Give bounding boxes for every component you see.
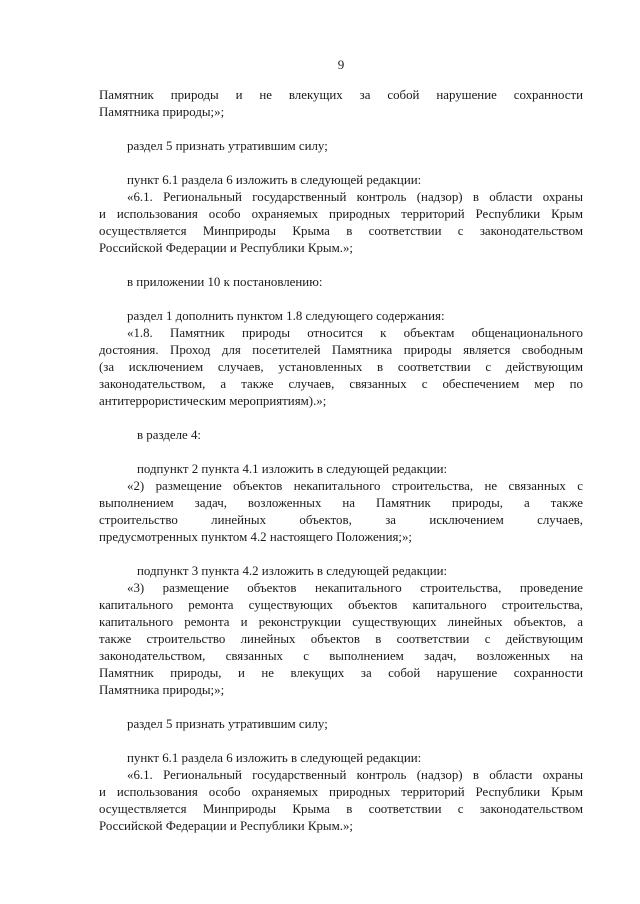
text-line: достояния. Проход для посетителей Памятника природы является свободным <box>99 343 583 357</box>
text-line: раздел 5 признать утратившим силу; <box>127 139 328 153</box>
text-line: «3) размещение объектов некапитального строительства, проведение <box>127 581 583 595</box>
text-line: осуществляется Минприроды Крыма в соответствии с законодательством <box>99 802 583 816</box>
text-line: в разделе 4: <box>137 428 202 442</box>
paragraph-sub-2-text <box>99 478 583 546</box>
paragraph-amend-6-1-intro-second <box>99 750 583 767</box>
text-line: осуществляется Минприроды Крыма в соответствии с законодательством <box>99 224 583 238</box>
text-line: Памятник природы, и не влекущих за собой нарушение сохранности <box>99 666 583 680</box>
paragraph-amend-6-1-text <box>99 189 583 257</box>
text-line: (за исключением случаев, установленных в соответствии с действующим <box>99 360 583 374</box>
paragraph-add-1-8-intro <box>99 308 583 325</box>
text-line: Памятника природы;»; <box>99 683 225 697</box>
text-line: также строительство линейных объектов в соответствии с действующим <box>99 632 583 646</box>
paragraph-sub-2-intro <box>99 461 583 478</box>
text-line: Российской Федерации и Республики Крым.»; <box>99 241 353 255</box>
text-line: раздел 5 признать утратившим силу; <box>127 717 328 731</box>
text-line: законодательством, связанных с выполнением задач, возложенных на <box>99 649 583 663</box>
page-number: 9 <box>337 57 345 72</box>
text-line: Памятника природы;»; <box>99 105 225 119</box>
text-line: в приложении 10 к постановлению: <box>127 275 323 289</box>
text-line: антитеррористическим мероприятиям).»; <box>99 394 327 408</box>
text-line: и использования особо охраняемых природных территорий Республики Крым <box>99 207 583 221</box>
text-line: «1.8. Памятник природы относится к объектам общенационального <box>127 326 583 340</box>
paragraph-appendix-10 <box>99 274 583 291</box>
text-line: Памятник природы и не влекущих за собой нарушение сохранности <box>99 88 583 102</box>
text-line: и использования особо охраняемых природных территорий Республики Крым <box>99 785 583 799</box>
text-line: капитального ремонта существующих объектов капитального строительства, <box>99 598 583 612</box>
paragraph-continuation <box>99 87 583 121</box>
paragraph-section-4 <box>99 427 583 444</box>
text-line: строительство линейных объектов, за исключением случаев, <box>99 513 583 527</box>
text-line: раздел 1 дополнить пунктом 1.8 следующего содержания: <box>127 309 445 323</box>
paragraph-amend-6-1-intro <box>99 172 583 189</box>
document-body <box>99 87 583 835</box>
text-line: Российской Федерации и Республики Крым.»; <box>99 819 353 833</box>
paragraph-add-1-8-text <box>99 325 583 410</box>
paragraph-repeal-section-5 <box>99 138 583 155</box>
paragraph-amend-6-1-text-second <box>99 767 583 835</box>
text-line: подпункт 3 пункта 4.2 изложить в следующей редакции: <box>137 564 448 578</box>
text-line: законодательством, а также случаев, связанных с обеспечением мер по <box>99 377 583 391</box>
paragraph-sub-3-intro <box>99 563 583 580</box>
text-line: «2) размещение объектов некапитального строительства, не связанных с <box>127 479 583 493</box>
text-line: «6.1. Региональный государственный контроль (надзор) в области охраны <box>127 190 583 204</box>
text-line: предусмотренных пунктом 4.2 настоящего Положения;»; <box>99 530 412 544</box>
text-line: пункт 6.1 раздела 6 изложить в следующей редакции: <box>127 751 422 765</box>
text-line: выполнением задач, возложенных на Памятник природы, а также <box>99 496 583 510</box>
paragraph-sub-3-text <box>99 580 583 699</box>
text-line: подпункт 2 пункта 4.1 изложить в следующей редакции: <box>137 462 448 476</box>
text-line: пункт 6.1 раздела 6 изложить в следующей редакции: <box>127 173 422 187</box>
text-line: капитального ремонта и реконструкции существующих линейных объектов, а <box>99 615 583 629</box>
text-line: «6.1. Региональный государственный контроль (надзор) в области охраны <box>127 768 583 782</box>
paragraph-repeal-section-5-second <box>99 716 583 733</box>
